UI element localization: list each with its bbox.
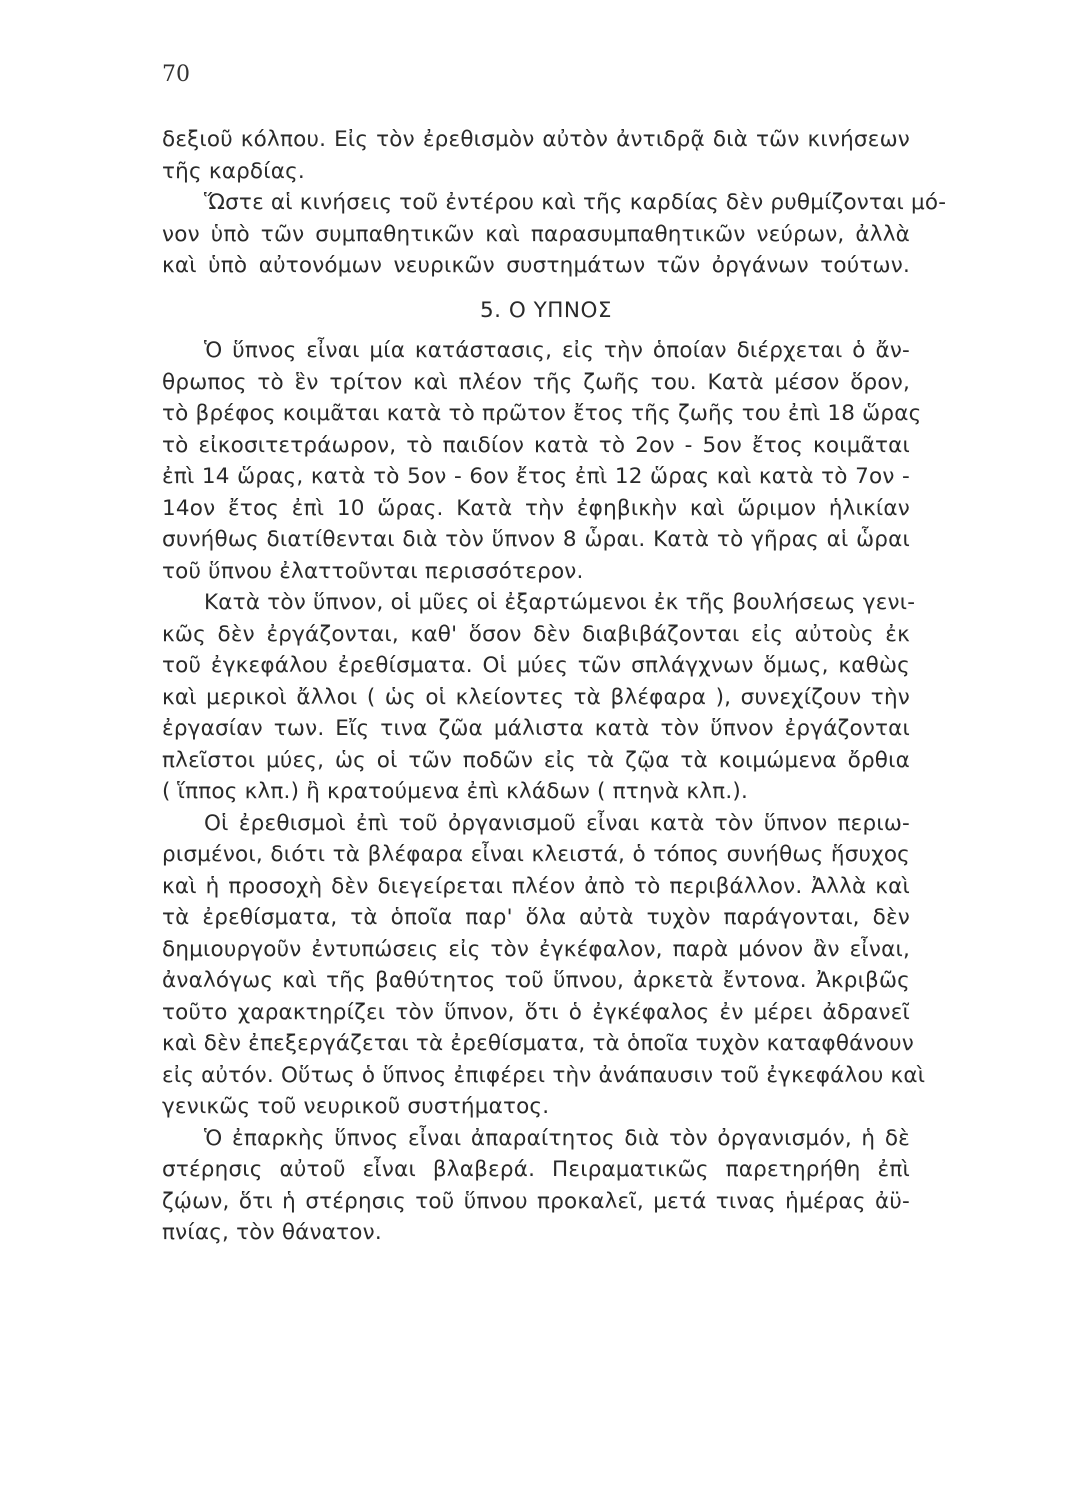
text-line: εἰς αὐτόν. Οὕτως ὁ ὕπνος ἐπιφέρει τὴν ἀνάπαυσιν τοῦ ἐγκεφάλου καὶ	[162, 1062, 926, 1088]
body-text	[162, 124, 947, 1249]
text-line: ρισμένοι, διότι τὰ βλέφαρα εἶναι κλειστά, ὁ τόπος συνήθως ἥσυχος	[162, 842, 910, 867]
text-line: συνήθως διατίθενται διὰ τὸν ὕπνον 8 ὧραι. Κατὰ τὸ γῆρας αἱ ὧραι	[162, 527, 910, 552]
paragraphs-after-heading	[162, 335, 926, 1249]
paragraphs-before-heading	[162, 124, 947, 282]
text-line: τοῦτο χαρακτηρίζει τὸν ὕπνον, ὅτι ὁ ἐγκέφαλος ἐν μέρει ἀδρανεῖ	[162, 999, 910, 1025]
section-heading: 5. Ο ΥΠΝΟΣ	[480, 297, 612, 323]
text-line: ἐπὶ 14 ὥρας, κατὰ τὸ 5ον - 6ον ἔτος ἐπὶ 12 ὥρας καὶ κατὰ τὸ 7ον -	[162, 464, 910, 489]
text-line: Κατὰ τὸν ὕπνον, οἱ μῦες οἱ ἐξαρτώμενοι ἐκ τῆς βουλήσεως γενι-	[204, 590, 916, 615]
text-line: καὶ δὲν ἐπεξεργάζεται τὰ ἐρεθίσματα, τὰ ὁποῖα τυχὸν καταφθάνουν	[162, 1031, 914, 1056]
text-line: καὶ ὑπὸ αὐτονόμων νευρικῶν συστημάτων τῶν ὀργάνων τούτων.	[162, 253, 910, 278]
text-line: θρωπος τὸ ἓν τρίτον καὶ πλέον τῆς ζωῆς του. Κατὰ μέσον ὅρον,	[162, 369, 910, 395]
text-line: τὸ εἰκοσιτετράωρον, τὸ παιδίον κατὰ τὸ 2ον - 5ον ἔτος κοιμᾶται	[162, 432, 910, 458]
text-line: ( ἵππος κλπ.) ἢ κρατούμενα ἐπὶ κλάδων ( πτηνὰ κλπ.).	[162, 779, 748, 804]
text-line: 14ον ἔτος ἐπὶ 10 ὥρας. Κατὰ τὴν ἐφηβικὴν καὶ ὥριμον ἡλικίαν	[162, 495, 910, 521]
text-line: στέρησις αὐτοῦ εἶναι βλαβερά. Πειραματικῶς παρετηρήθη ἐπὶ	[162, 1157, 910, 1182]
text-line: Ὥστε αἱ κινήσεις τοῦ ἐντέρου καὶ τῆς καρδίας δὲν ρυθμίζονται μό-	[204, 190, 947, 215]
text-line: ζῴων, ὅτι ἡ στέρησις τοῦ ὕπνου προκαλεῖ, μετά τινας ἡμέρας ἀϋ-	[162, 1188, 910, 1214]
text-line: καὶ ἡ προσοχὴ δὲν διεγείρεται πλέον ἀπὸ τὸ περιβάλλον. Ἀλλὰ καὶ	[162, 873, 910, 899]
text-line: τὰ ἐρεθίσματα, τὰ ὁποῖα παρ' ὅλα αὐτὰ τυχὸν παράγονται, δὲν	[162, 905, 910, 930]
text-line: τοῦ ὕπνου ἐλαττοῦνται περισσότερον.	[162, 558, 584, 584]
text-line: πνίας, τὸν θάνατον.	[162, 1220, 382, 1245]
page-number: 70	[162, 62, 190, 87]
text-line: καὶ μερικοὶ ἄλλοι ( ὡς οἱ κλείοντες τὰ βλέφαρα ), συνεχίζουν τὴν	[162, 684, 910, 710]
text-line: Ὁ ἐπαρκὴς ὕπνος εἶναι ἀπαραίτητος διὰ τὸν ὀργανισμόν, ἡ δὲ	[204, 1125, 910, 1151]
text-line: ἐργασίαν των. Εἴς τινα ζῶα μάλιστα κατὰ τὸν ὕπνον ἐργάζονται	[162, 716, 910, 741]
text-line: τῆς καρδίας.	[162, 158, 305, 184]
text-line: δημιουργοῦν ἐντυπώσεις εἰς τὸν ἐγκέφαλον, παρὰ μόνον ἂν εἶναι,	[162, 936, 910, 962]
text-line: δεξιοῦ κόλπου. Εἰς τὸν ἐρεθισμὸν αὐτὸν ἀντιδρᾷ διὰ τῶν κινήσεων	[162, 127, 910, 152]
text-line: τοῦ ἐγκεφάλου ἐρεθίσματα. Οἱ μύες τῶν σπλάγχνων ὅμως, καθὼς	[162, 653, 910, 678]
text-line: πλεῖστοι μύες, ὡς οἱ τῶν ποδῶν εἰς τὰ ζῷα τὰ κοιμώμενα ὄρθια	[162, 747, 910, 773]
text-line: Οἱ ἐρεθισμοὶ ἐπὶ τοῦ ὀργανισμοῦ εἶναι κατὰ τὸν ὕπνον περιω-	[204, 810, 910, 836]
text-line: ἀναλόγως καὶ τῆς βαθύτητος τοῦ ὕπνου, ἀρκετὰ ἔντονα. Ἀκριβῶς	[162, 968, 910, 993]
text-line: γενικῶς τοῦ νευρικοῦ συστήματος.	[162, 1094, 550, 1119]
text-line: νον ὑπὸ τῶν συμπαθητικῶν καὶ παρασυμπαθητικῶν νεύρων, ἀλλὰ	[162, 221, 910, 247]
text-line: Ὁ ὕπνος εἶναι μία κατάστασις, εἰς τὴν ὁποίαν διέρχεται ὁ ἄν-	[204, 338, 910, 363]
text-line: τὸ βρέφος κοιμᾶται κατὰ τὸ πρῶτον ἔτος τῆς ζωῆς του ἐπὶ 18 ὥρας	[162, 401, 922, 426]
text-line: κῶς δὲν ἐργάζονται, καθ' ὅσον δὲν διαβιβάζονται εἰς αὐτοὺς ἐκ	[162, 621, 910, 647]
